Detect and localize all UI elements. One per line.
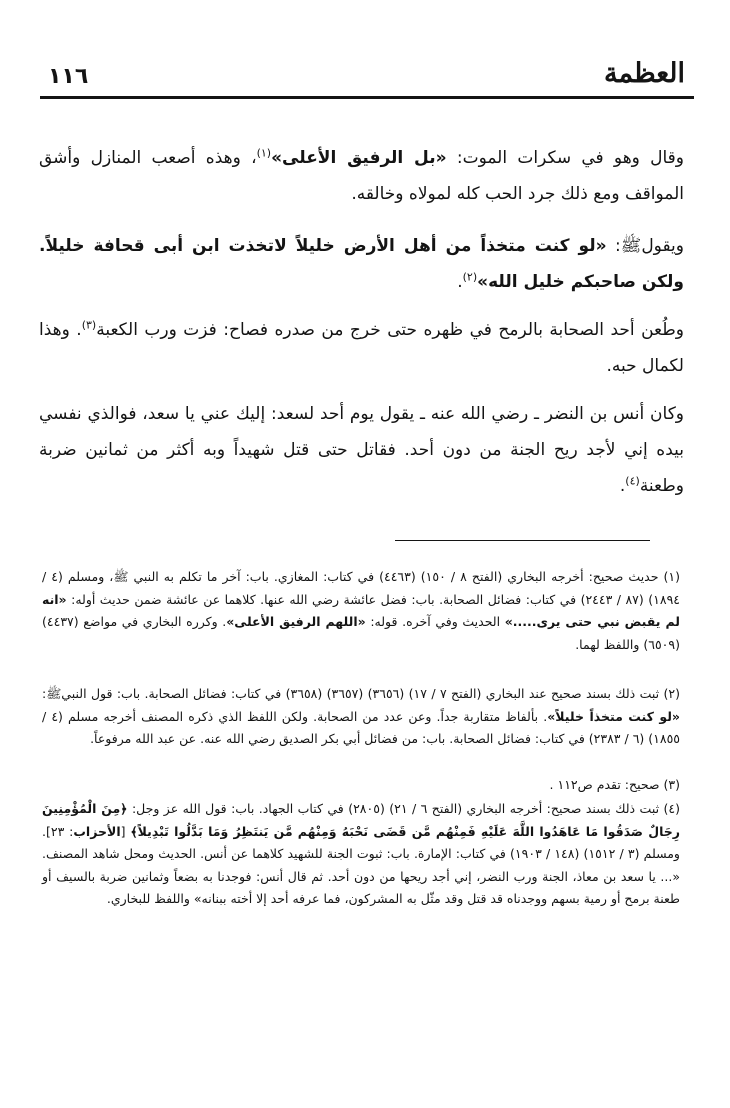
fn1-text-a: (١) حديث صحيح: أخرجه البخاري (الفتح ٨ / ١٥٠) (٤٤٦٣) في كتاب: المغازي. باب: آخر ما تكلم به النبي ﷺ، ومسلم (٤ / ١٨٩٤) (٨٧ / ٢٤٤٣) في كتاب: فضائل الصحابة. باب: فضل عائشة رضي الله عنها. كلاهما عن عائشة ضمن حديث أوله: <box>42 569 680 607</box>
p3-footnote-ref: (٣) <box>81 318 97 332</box>
fn1-text-c: الحديث وفي آخره. قوله: <box>365 614 505 629</box>
p2-text-b: : <box>606 236 621 256</box>
p4-text-b: . <box>619 476 626 496</box>
footnote-1 <box>42 566 680 656</box>
fn4-surah-name: الأحزاب <box>73 823 121 839</box>
p3-text-a: وطُعن أحد الصحابة بالرمح في ظهره حتى خرج من صدره فصاح: فزت ورب الكعبة <box>96 320 684 340</box>
p2-text-c: . <box>457 272 463 292</box>
page-number: ١١٦ <box>48 64 89 89</box>
p2-text-a: ويقول <box>641 236 684 256</box>
paragraph-3 <box>39 312 684 384</box>
fn2-quote: «لو كنت متخذاً خليلاً» <box>547 708 680 724</box>
fn4-text-a: (٤) ثبت ذلك بسند صحيح: أخرجه البخاري (الفتح ٦ / ٢١) (٢٨٠٥) في كتاب الجهاد. باب: قول الله عز وجل: <box>127 801 680 816</box>
fn2-text-a: (٢) ثبت ذلك بسند صحيح عند البخاري (الفتح ٧ / ١٧) (٣٦٥٦) (٣٦٥٧) (٣٦٥٨) في كتاب: فضائل الصحابة. باب: قول النبيﷺ: <box>42 686 680 701</box>
fn2-text-c: . بألفاظ متقاربة جداً. وعن عدد من الصحابة. ولكن اللفظ الذي ذكره المصنف أخرجه مسلم (٤ / ١٨٥٥) (٦ / ٢٣٨٣) في كتاب: فضائل الصحابة. باب: من فضائل أبي بكر الصديق رضي الله عنه. عن عبد الله مرفوعاً. <box>42 708 680 746</box>
header-rule <box>40 96 694 99</box>
p4-footnote-ref: (٤) <box>625 474 640 488</box>
paragraph-4 <box>39 396 684 504</box>
fn1-quote-1: «انه لم يقبض نبي حتى يرى.....» <box>42 591 680 629</box>
paragraph-2 <box>39 228 684 300</box>
footnote-separator <box>395 540 650 541</box>
salla-symbol: ﷺ <box>620 236 642 256</box>
p4-text-a: وكان أنس بن النضر ـ رضي الله عنه ـ يقول يوم أحد لسعد: إليك عني يا سعد، فوالذي نفسي بيده إني لأجد ريح الجنة من دون أحد. فقاتل حتى قتل شهيداً وبه أكثر من ثمانين ضربة وطعنة <box>39 404 684 496</box>
fn1-text-d: . وكرره البخاري في مواضع (٤٤٣٧) (٦٥٠٩) واللفظ لهما. <box>42 614 680 652</box>
fn4-quran-verse: ﴿مِنَ الْمُؤْمِنِينَ رِجَالٌ صَدَقُوا مَا عَاهَدُوا اللَّهَ عَلَيْهِ فَمِنْهُم مَّن قَضَى نَحْبَهُ وَمِنْهُم مَّن يَنتَظِرُ وَمَا بَدَّلُوا تَبْدِيلاً﴾ <box>42 801 680 839</box>
footnote-3 <box>42 774 680 797</box>
p2-footnote-ref: (٢) <box>462 270 478 284</box>
fn4-text-c: [ <box>120 823 131 839</box>
fn4-text-d: : ٢٣]. ومسلم (٣ / ١٥١٢) (١٤٨ / ١٩٠٣) في كتاب: الإمارة. باب: ثبوت الجنة للشهيد كلاهما عن أنس. الحديث ومحل شاهد المصنف. «... يا سعد بن معاذ، الجنة ورب النضر، إني أجد ريحها من دون أحد. ثم قال أنس: فوجدنا به بضعاً وثمانين ضربة بالسيف أو طعنة برمح أو رمية بسهم ووجدناه قد قتل وقد مثّل به المشركون، فما عرفه أحد إلا أخته ببنانه» واللفظ للبخاري. <box>42 823 680 906</box>
p1-footnote-ref: (١) <box>256 146 272 160</box>
p1-quote: «بل الرفيق الأعلى» <box>271 148 447 168</box>
paragraph-1 <box>39 140 684 212</box>
footnote-2 <box>42 683 680 751</box>
p2-hadith-quote: «لو كنت متخذاً من أهل الأرض خليلاً لاتخذت ابن أبى قحافة خليلاً. ولكن صاحبكم خليل الله» <box>39 236 684 292</box>
p1-text-b: ، وهذه أصعب المنازل وأشق المواقف ومع ذلك جرد الحب كله لمولاه وخالقه. <box>39 148 684 204</box>
footnote-4 <box>42 798 680 911</box>
fn3-text-a: (٣) صحيح: تقدم ص١١٢ . <box>549 777 680 792</box>
p1-text-a: وقال وهو في سكرات الموت: <box>446 148 684 168</box>
p3-text-b: . وهذا لكمال حبه. <box>39 320 684 376</box>
running-header-title: العظمة <box>604 58 685 89</box>
fn1-quote-2: «اللهم الرفيق الأعلى» <box>226 614 366 629</box>
